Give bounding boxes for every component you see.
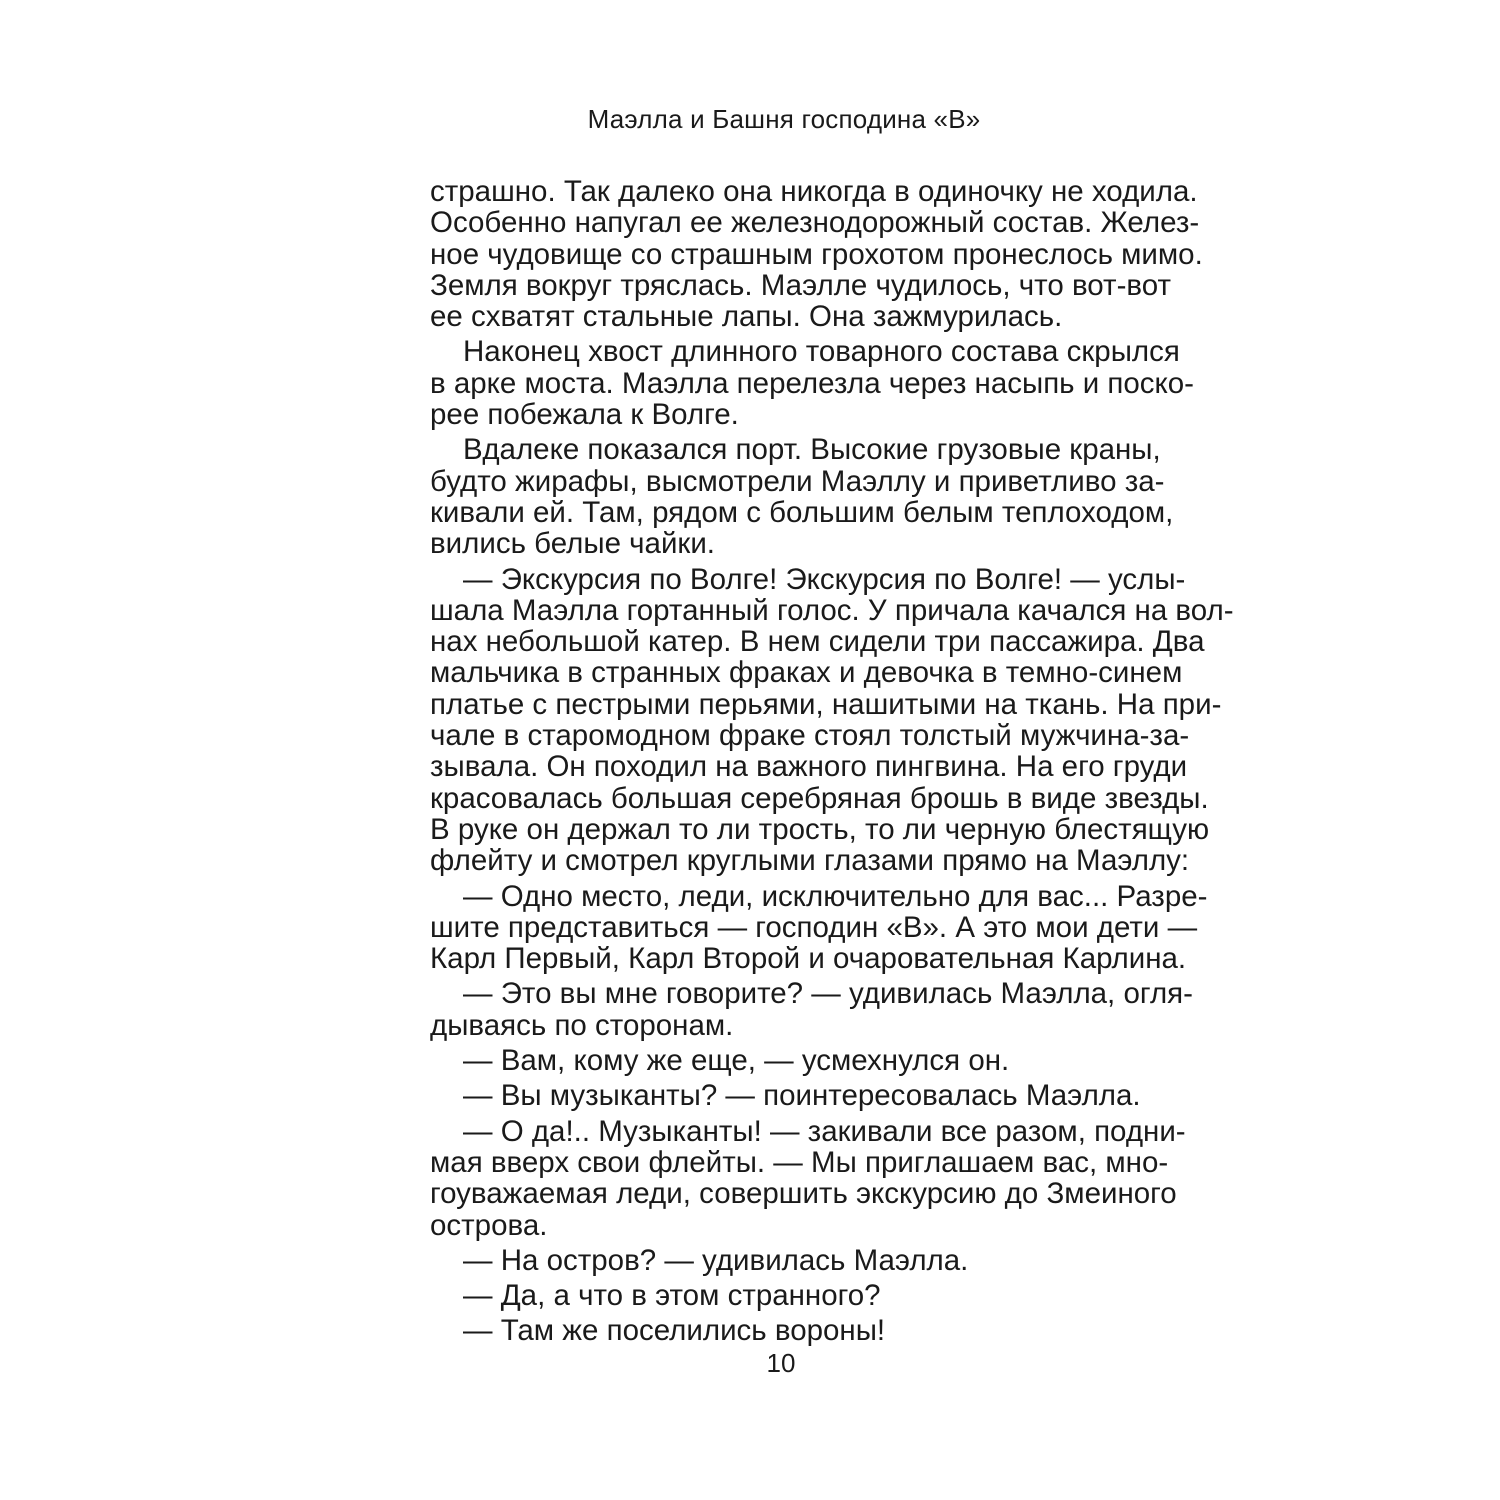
- text-line: — Там же поселились вороны!: [463, 1314, 886, 1348]
- text-line: будто жирафы, высмотрели Маэллу и приветливо за-: [430, 464, 1165, 498]
- text-line: — На остров? — удивилась Маэлла.: [463, 1243, 969, 1277]
- text-line: чале в старомодном фраке стоял толстый мужчина-за-: [430, 719, 1190, 753]
- paragraph: [430, 1245, 1134, 1276]
- text-line: в арке моста. Маэлла перелезла через насыпь и поско-: [430, 366, 1195, 400]
- paragraph: [430, 1079, 1141, 1113]
- text-line: Наконец хвост длинного товарного состава скрылся: [463, 335, 1180, 369]
- paragraph: [430, 1280, 1134, 1311]
- text-line: — Одно место, леди, исключительно для вас... Разре-: [463, 879, 1208, 913]
- text-line: — Да, а что в этом странного?: [463, 1279, 881, 1313]
- text-line: шала Маэлла гортанный голос. У причала качался на вол-: [430, 593, 1234, 627]
- text-line: — Экскурсия по Волге! Экскурсия по Волге! — услы-: [463, 562, 1186, 596]
- text-line: — Это вы мне говорите? — удивилась Маэлла, огля-: [463, 977, 1193, 1011]
- paragraph: [430, 562, 1234, 878]
- text-line: Особенно напугал ее железнодорожный состав. Желез-: [430, 206, 1200, 240]
- text-line: дываясь по сторонам.: [430, 1008, 734, 1042]
- page-number: 10: [766, 1348, 796, 1378]
- paragraph: [430, 175, 1203, 334]
- text-line: Земля вокруг тряслась. Маэлле чудилось, что вот-вот: [430, 268, 1172, 302]
- text-line: мая вверх свои флейты. — Мы приглашаем вас, мно-: [430, 1145, 1169, 1179]
- paragraph: [430, 433, 1174, 561]
- text-line: страшно. Так далеко она никогда в одиночку не ходила.: [430, 175, 1198, 208]
- text-line: платье с пестрыми перьями, нашитыми на ткань. На при-: [430, 687, 1222, 721]
- paragraph: [430, 879, 1208, 976]
- text-line: рее побежала к Волге.: [430, 398, 739, 432]
- text-line: зывала. Он походил на важного пингвина. На его груди: [430, 750, 1188, 784]
- body-text: [430, 175, 1234, 1348]
- paragraph: [430, 1114, 1186, 1242]
- text-line: гоуважаемая леди, совершить экскурсию до Змеиного: [430, 1177, 1177, 1211]
- text-line: В руке он держал то ли трость, то ли черную блестящую: [430, 812, 1210, 846]
- text-line: мальчика в странных фраках и девочка в темно-синем: [430, 656, 1183, 690]
- paragraph: [430, 977, 1193, 1042]
- text-line: нах небольшой катер. В нем сидели три пассажира. Два: [430, 625, 1205, 659]
- text-line: ное чудовище со страшным грохотом пронеслось мимо.: [430, 237, 1203, 271]
- text-line: ее схватят стальные лапы. Она зажмурилась.: [430, 300, 1063, 334]
- text-line: острова.: [430, 1208, 548, 1242]
- text-line: — Вам, кому же еще, — усмехнулся он.: [463, 1044, 1010, 1078]
- text-line: Карл Первый, Карл Второй и очаровательная Карлина.: [430, 942, 1187, 976]
- text-line: шите представиться — господин «В». А это мои дети —: [430, 910, 1198, 944]
- paragraph: [430, 1045, 1134, 1076]
- text-line: вились белые чайки.: [430, 527, 716, 561]
- text-line: — О да!.. Музыканты! — закивали все разом, подни-: [463, 1114, 1186, 1148]
- text-line: красовалась большая серебряная брошь в виде звезды.: [430, 781, 1209, 815]
- paragraph: [430, 335, 1195, 432]
- running-header: Маэлла и Башня господина «В»: [587, 104, 981, 134]
- text-line: — Вы музыканты? — поинтересовалась Маэлла.: [463, 1079, 1141, 1113]
- paragraph: [430, 1315, 1134, 1346]
- text-line: Вдалеке показался порт. Высокие грузовые краны,: [463, 433, 1161, 467]
- text-line: кивали ей. Там, рядом с большим белым теплоходом,: [430, 495, 1174, 529]
- text-line: флейту и смотрел круглыми глазами прямо на Маэллу:: [430, 844, 1190, 878]
